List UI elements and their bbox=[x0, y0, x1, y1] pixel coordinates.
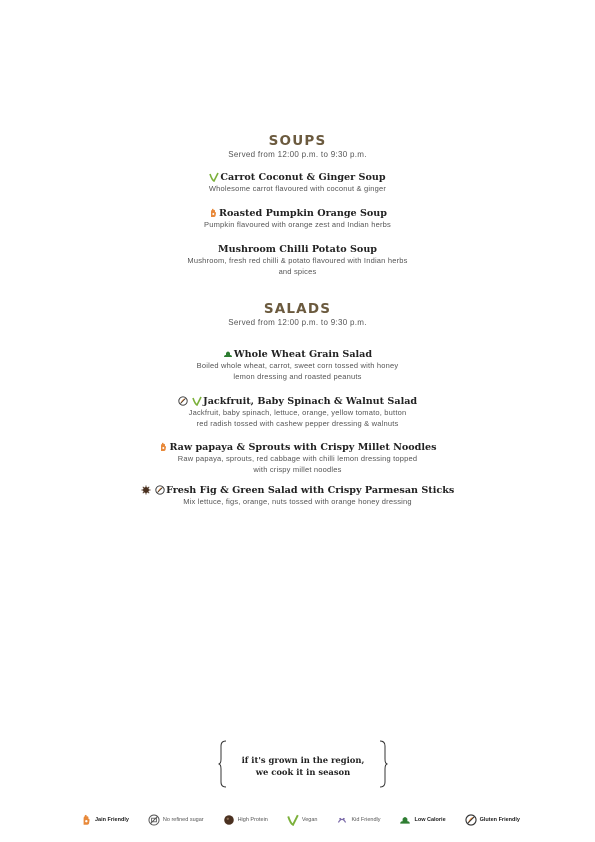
item-name: Whole Wheat Grain Salad bbox=[140, 349, 455, 361]
item-name: Carrot Coconut & Ginger Soup bbox=[140, 172, 455, 184]
quote-text: if it's grown in the region, we cook it in season bbox=[241, 755, 365, 777]
jain-friendly-icon bbox=[208, 208, 218, 218]
item-description: Mix lettuce, figs, orange, nuts tossed with orange honey dressing bbox=[183, 497, 412, 506]
legend-item-jain-friendly: Jain Friendly bbox=[80, 814, 129, 826]
legend-item-vegan: Vegan bbox=[287, 814, 318, 826]
gluten-friendly-icon bbox=[465, 814, 477, 826]
kid-friendly-icon bbox=[336, 814, 348, 826]
item-description: Raw papaya, sprouts, red cabbage with chilli lemon dressing topped with crispy millet noodles bbox=[177, 454, 418, 474]
item-name: Roasted Pumpkin Orange Soup bbox=[140, 208, 455, 220]
item-description: Pumpkin flavoured with orange zest and Indian herbs bbox=[204, 220, 391, 229]
menu-item bbox=[120, 485, 475, 508]
item-description: Mushroom, fresh red chilli & potato flavoured with Indian herbs and spices bbox=[187, 256, 408, 276]
right-brace-icon bbox=[378, 740, 388, 788]
item-description: Wholesome carrot flavoured with coconut & ginger bbox=[208, 184, 387, 193]
high-protein-icon bbox=[141, 485, 151, 495]
soups-served-time: Served from 12:00 p.m. to 9:30 p.m. bbox=[228, 150, 367, 159]
item-description: Jackfruit, baby spinach, lettuce, orange, yellow tomato, button red radish tossed with cashew pepper dressing & walnuts bbox=[188, 408, 407, 428]
legend-item-no-refined-sugar: No refined sugar bbox=[148, 814, 204, 826]
soups-title: SOUPS bbox=[268, 133, 327, 149]
vegan-icon bbox=[192, 396, 202, 406]
item-name: Jackfruit, Baby Spinach & Walnut Salad bbox=[140, 396, 455, 408]
no-refined-sugar-icon bbox=[148, 814, 160, 826]
item-name: Raw papaya & Sprouts with Crispy Millet Noodles bbox=[140, 442, 455, 454]
left-brace-icon bbox=[218, 740, 228, 788]
jain-friendly-icon bbox=[158, 442, 168, 452]
low-calorie-icon bbox=[223, 349, 233, 359]
high-protein-icon bbox=[223, 814, 235, 826]
legend-item-gluten-friendly: Gluten Friendly bbox=[465, 814, 520, 826]
legend-item-high-protein: High Protein bbox=[223, 814, 268, 826]
low-calorie-icon bbox=[399, 814, 411, 826]
dietary-legend bbox=[80, 812, 520, 828]
menu-item bbox=[140, 244, 455, 277]
legend-item-low-calorie: Low Calorie bbox=[399, 814, 445, 826]
jain-friendly-icon bbox=[80, 814, 92, 826]
menu-item bbox=[140, 396, 455, 429]
menu-item bbox=[140, 172, 455, 195]
menu-item bbox=[140, 349, 455, 382]
item-name: Fresh Fig & Green Salad with Crispy Parmesan Sticks bbox=[120, 485, 475, 497]
menu-item bbox=[140, 442, 455, 475]
vegan-icon bbox=[287, 814, 299, 826]
item-description: Boiled whole wheat, carrot, sweet corn tossed with honey lemon dressing and roasted peanuts bbox=[196, 361, 399, 381]
gluten-friendly-icon bbox=[155, 485, 165, 495]
vegan-icon bbox=[209, 172, 219, 182]
tagline-quote bbox=[218, 740, 388, 788]
legend-item-kid-friendly: Kid Friendly bbox=[336, 814, 380, 826]
item-name: Mushroom Chilli Potato Soup bbox=[217, 244, 378, 255]
salads-served-time: Served from 12:00 p.m. to 9:30 p.m. bbox=[228, 318, 367, 327]
menu-item bbox=[140, 208, 455, 231]
salads-title: SALADS bbox=[263, 301, 332, 317]
gluten-friendly-icon bbox=[178, 396, 188, 406]
